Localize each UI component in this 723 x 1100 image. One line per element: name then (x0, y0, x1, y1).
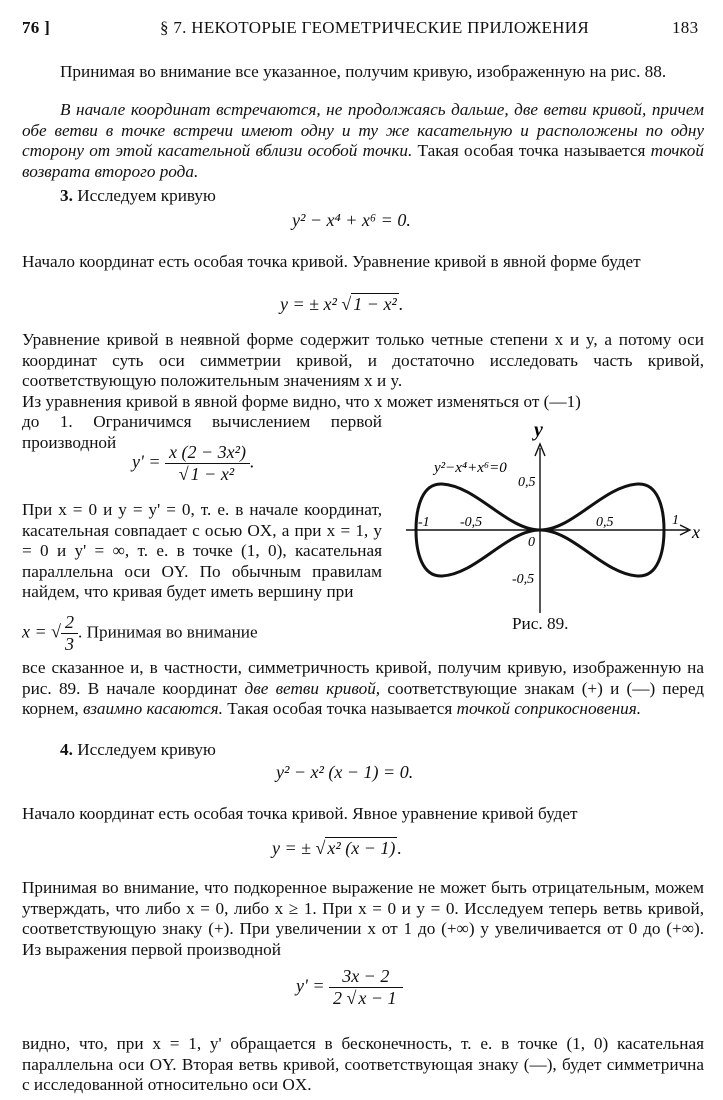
paragraph-2-italic: В начале координат встречаются, не продолжаясь дальше, две ветви кривой, причем обе ветви в точке встречи имеют одну и ту же касательную и расположены по одну сторону от этой касательной вблизи особой точки. (22, 100, 704, 160)
paragraph-1: Принимая во внимание все указанное, получим кривую, изображенную на рис. 88. (60, 62, 667, 81)
tick-x-neg-0-5: -0,5 (460, 515, 483, 530)
equation-2-radicand: 1 − x² (353, 294, 397, 314)
equation-4-lhs: x = (22, 621, 47, 642)
equation-6-radicand: x² (x − 1) (327, 838, 396, 858)
paragraph-4-line-3: до 1. Ограничимся вычислением первой производной (22, 412, 382, 452)
equation-2: y = ± x² √ 1 − x² . (280, 294, 404, 314)
figure-caption: Рис. 89. (512, 614, 569, 633)
figure-89 (398, 418, 708, 628)
running-header: § 7. НЕКОТОРЫЕ ГЕОМЕТРИЧЕСКИЕ ПРИЛОЖЕНИЯ (160, 18, 589, 37)
equation-4-numerator: 2 (65, 612, 75, 632)
paragraph-6-start: все сказанное и, в частности, симметричность кривой, получим кривую, изображенную на рис. 89. В начале координат (22, 658, 704, 698)
axis-x-label: x (692, 522, 700, 542)
equation-4-after: . Принимая во внимание (78, 622, 258, 642)
equation-3-numerator: x (2 − 3x²) (169, 442, 247, 462)
equation-7-lhs: y' = (296, 975, 325, 996)
tick-y-0-5: 0,5 (518, 475, 536, 490)
equation-3-lhs: y' = (132, 451, 161, 472)
equation-4: x = √ $\frac{2}{3}$ . Принимая во внимание (22, 612, 258, 654)
item-3-number: 3. (60, 186, 73, 205)
item-4-text: Исследуем кривую (72, 740, 216, 759)
equation-7-numerator: 3x − 2 (342, 966, 390, 986)
axis-y-label: y (534, 419, 543, 441)
paragraph-2-term: точкой возврата второго рода. (22, 141, 704, 181)
paragraph-6-mid: соответствующие знакам (+) и (—) перед корнем, (22, 678, 704, 718)
tick-x-0-5: 0,5 (596, 515, 614, 530)
equation-2-lhs: y = ± x² (280, 294, 337, 314)
equation-5: y² − x² (x − 1) = 0. (276, 762, 414, 782)
equation-1: y² − x⁴ + x⁶ = 0. (292, 210, 411, 230)
equation-6-lhs: y = ± (272, 838, 312, 858)
page-number-left: 76 ] (22, 18, 51, 37)
paragraph-8: Принимая во внимание, что подкоренное выражение не может быть отрицательным, можем утверждать, что либо x = 0, либо x ≥ 1. При x = 0 и y = 0. Исследуем теперь ветвь кривой, соответствующую знаку (+). При увеличении x от 1 до (+∞) y увеличивается от 0 до (+∞). Из выражения первой производной (22, 878, 704, 959)
equation-7: y' = $\frac{3x - 2}{2 √ x - 1}$ (296, 966, 403, 1009)
page-number-right: 183 (672, 18, 699, 37)
origin-label: 0 (528, 535, 535, 550)
paragraph-3: Начало координат есть особая точка кривой. Уравнение кривой в явной форме будет (22, 252, 641, 271)
item-3-heading (60, 186, 216, 206)
paragraph-9: видно, что, при x = 1, y' обращается в бесконечность, т. е. в точке (1, 0) касательная параллельна оси OY. Вторая ветвь кривой, соответствующая знаку (—), будет симметрична с исследованной относительно оси OX. (22, 1034, 704, 1094)
tick-x-neg-1: -1 (418, 515, 430, 530)
paragraph-6 (22, 658, 704, 720)
paragraph-2 (22, 100, 704, 182)
tick-y-neg-0-5: -0,5 (512, 572, 535, 587)
paragraph-7: Начало координат есть особая точка кривой. Явное уравнение кривой будет (22, 804, 578, 823)
item-4-number: 4. (60, 740, 73, 759)
paragraph-4-line-2: Из уравнения кривой в явной форме видно, что x может изменяться от (—1) (22, 392, 581, 411)
equation-3-denominator: 1 − x² (190, 464, 235, 484)
equation-6: y = ± √ x² (x − 1) . (272, 838, 402, 858)
equation-4-denominator: 3 (61, 633, 78, 655)
tick-x-1: 1 (672, 513, 679, 528)
paragraph-6-mid-2: Такая особая точка называется (222, 699, 457, 718)
equation-7-denominator-radicand: x − 1 (358, 988, 397, 1008)
paragraph-6-italic-1: две ветви кривой, (244, 678, 381, 698)
curve-equation-label: y²−x⁴+x⁶=0 (434, 460, 507, 476)
paragraph-6-italic-3: точкой соприкосновения. (456, 699, 642, 718)
equation-3: y' = $\frac{\text{x (2 − 3x²)}}{\text{√ 1 − x²}}$ . (132, 442, 255, 484)
paragraph-4: Уравнение кривой в неявной форме содержит только четные степени x и y, а потому оси координат суть оси симметрии кривой, и достаточно исследовать часть кривой, соответствующую положительным значениям x и y. (22, 330, 704, 390)
paragraph-2-rest: Такая особая точка называется (412, 141, 651, 160)
equation-7-denominator-coef: 2 (333, 988, 342, 1008)
paragraph-6-italic-2: взаимно касаются. (82, 699, 223, 718)
item-3-text: Исследуем кривую (72, 186, 216, 205)
paragraph-5: При x = 0 и y = y' = 0, т. е. в начале координат, касательная совпадает с осью OX, а при x = 1, y = 0 и y' = ∞, т. е. в точке (1, 0), касательная параллельна оси OY. По обычным правилам найдем, что кривая будет иметь вершину при (22, 500, 382, 601)
item-4-heading (60, 740, 216, 760)
